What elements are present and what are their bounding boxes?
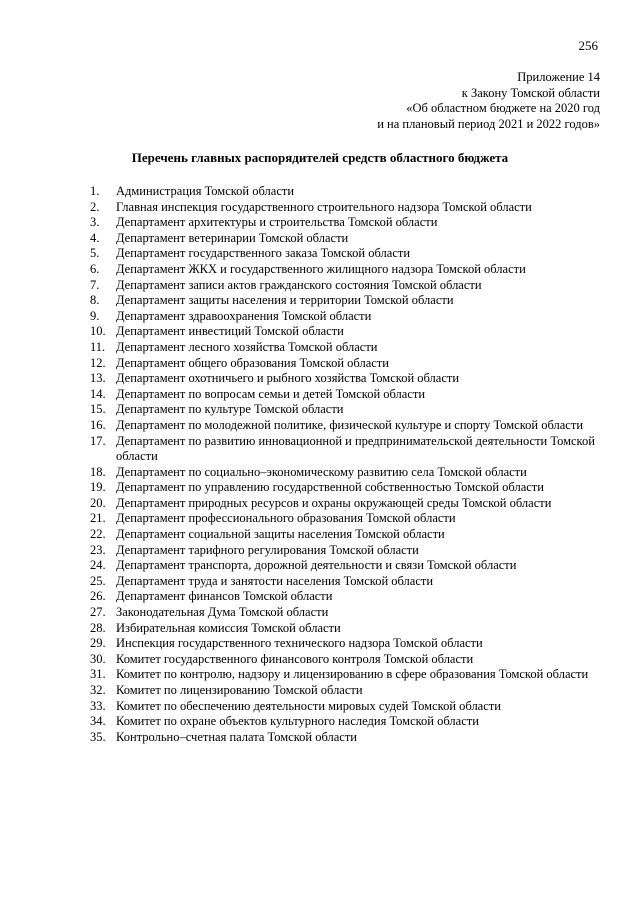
list-item-text: Департамент труда и занятости населения Томской области [116,573,434,588]
list-item-number: 9. [90,308,100,323]
list-item-text: Избирательная комиссия Томской области [116,620,341,635]
list-item-number: 31. [90,667,106,682]
list-item-number: 18. [90,464,106,479]
list-item [90,558,595,574]
list-item [90,356,595,372]
list-item [90,246,595,262]
list-item-number: 4. [90,230,100,245]
list-item-text: Комитет государственного финансового контроля Томской области [116,651,474,666]
list-item-text: Департамент государственного заказа Томской области [116,246,411,261]
administrators-list [90,184,595,745]
list-item [90,278,595,294]
list-item-number: 1. [90,184,100,198]
list-item-text: Инспекция государственного технического надзора Томской области [116,636,483,651]
list-item [90,324,595,340]
document-title: Перечень главных распорядителей средств областного бюджета [131,150,509,165]
list-item-text: Департамент транспорта, дорожной деятельности и связи Томской области [116,558,517,573]
list-item-number: 6. [90,261,100,276]
list-item-text: Департамент по социально–экономическому развитию села Томской области [116,464,527,479]
list-item-text: Департамент профессионального образования Томской области [116,511,456,526]
list-item [90,496,595,512]
list-item [90,293,595,309]
list-item-number: 29. [90,636,106,651]
list-item [90,184,595,200]
list-item-number: 10. [90,324,106,339]
list-item-text: Департамент защиты населения и территории Томской области [116,293,454,308]
list-item-text: Департамент общего образования Томской области [116,355,389,370]
list-item-number: 25. [90,573,106,588]
list-item-number: 7. [90,277,100,292]
list-item-text: Департамент природных ресурсов и охраны окружающей среды Томской области [116,495,552,510]
list-item-number: 35. [90,729,106,744]
list-item-text: Законодательная Дума Томской области [116,605,329,620]
list-item-text: Департамент ЖКХ и государственного жилищного надзора Томской области [116,261,526,276]
list-item-number: 27. [90,605,106,620]
list-item [90,730,595,746]
list-item [90,480,595,496]
list-item-text: Департамент охотничьего и рыбного хозяйства Томской области [116,371,460,386]
list-item-text: Департамент ветеринарии Томской области [116,230,349,245]
list-item-number: 14. [90,386,106,401]
list-item-text: Департамент финансов Томской области [116,589,333,604]
page-number: 256 [578,38,598,53]
list-item-text: Контрольно–счетная палата Томской области [116,729,357,744]
list-item-text: Департамент лесного хозяйства Томской области [116,339,378,354]
list-item-number: 30. [90,651,106,666]
list-item-text: Департамент по вопросам семьи и детей Томской области [116,386,426,401]
list-item [90,714,595,730]
list-item [90,699,595,715]
list-item [90,200,595,216]
list-item-number: 12. [90,355,106,370]
list-item-text: Департамент по молодежной политике, физической культуре и спорту Томской области [116,417,584,432]
list-item-number: 28. [90,620,106,635]
list-item [90,402,595,418]
list-item-number: 26. [90,589,106,604]
list-item-number: 5. [90,246,100,261]
list-item-text: Комитет по охране объектов культурного наследия Томской области [116,714,479,729]
list-item [90,527,595,543]
list-item-text: Комитет по контролю, надзору и лицензированию в сфере образования Томской области [116,667,589,682]
list-item [90,465,595,481]
list-item [90,340,595,356]
list-item [90,371,595,387]
list-item-text: Комитет по лицензированию Томской области [116,683,363,697]
list-item [90,511,595,527]
list-item-text: Департамент по культуре Томской области [116,402,344,417]
list-item-number: 22. [90,527,106,542]
list-item-number: 19. [90,480,106,495]
list-item-text: Департамент социальной защиты населения Томской области [116,527,445,542]
list-item-number: 24. [90,558,106,573]
list-item [90,574,595,590]
list-item-number: 23. [90,542,106,557]
list-item-number: 15. [90,402,106,417]
list-item-number: 33. [90,698,106,713]
list-item-number: 8. [90,293,100,308]
list-item-number: 32. [90,683,106,697]
list-item [90,309,595,325]
list-item [90,262,595,278]
list-item-number: 20. [90,495,106,510]
appendix-line-4: и на плановый период 2021 и 2022 годов» [377,116,600,131]
list-item [90,667,595,683]
list-item [90,636,595,652]
list-item-number: 17. [90,433,106,448]
appendix-line-1: Приложение 14 [517,70,600,84]
appendix-line-2: к Закону Томской области [461,85,600,100]
list-item-text: Департамент по развитию инновационной и предпринимательской деятельности Томской области [116,433,595,464]
list-item-text: Главная инспекция государственного строительного надзора Томской области [116,199,532,214]
list-item-number: 21. [90,511,106,526]
list-item [90,387,595,403]
list-item-text: Департамент тарифного регулирования Томской области [116,542,419,557]
list-item [90,434,595,465]
list-item [90,231,595,247]
list-item-number: 13. [90,371,106,386]
list-item [90,621,595,637]
list-item [90,683,595,699]
list-item-number: 11. [90,339,106,354]
list-item-text: Комитет по обеспечению деятельности мировых судей Томской области [116,698,501,713]
list-item-number: 34. [90,714,106,729]
list-item [90,215,595,231]
appendix-header [377,70,600,132]
list-item-text: Департамент здравоохранения Томской области [116,308,372,323]
list-item [90,652,595,668]
list-item-text: Администрация Томской области [116,184,295,198]
list-item-number: 16. [90,417,106,432]
list-item [90,418,595,434]
list-item-number: 2. [90,199,100,214]
list-item [90,589,595,605]
list-item-text: Департамент записи актов гражданского состояния Томской области [116,277,482,292]
appendix-line-3: «Об областном бюджете на 2020 год [406,101,600,116]
list-item-text: Департамент инвестиций Томской области [116,324,344,339]
list-item-text: Департамент по управлению государственной собственностью Томской области [116,480,544,495]
list-item-number: 3. [90,215,100,230]
list-item-text: Департамент архитектуры и строительства Томской области [116,215,438,230]
list-item [90,543,595,559]
list-item [90,605,595,621]
